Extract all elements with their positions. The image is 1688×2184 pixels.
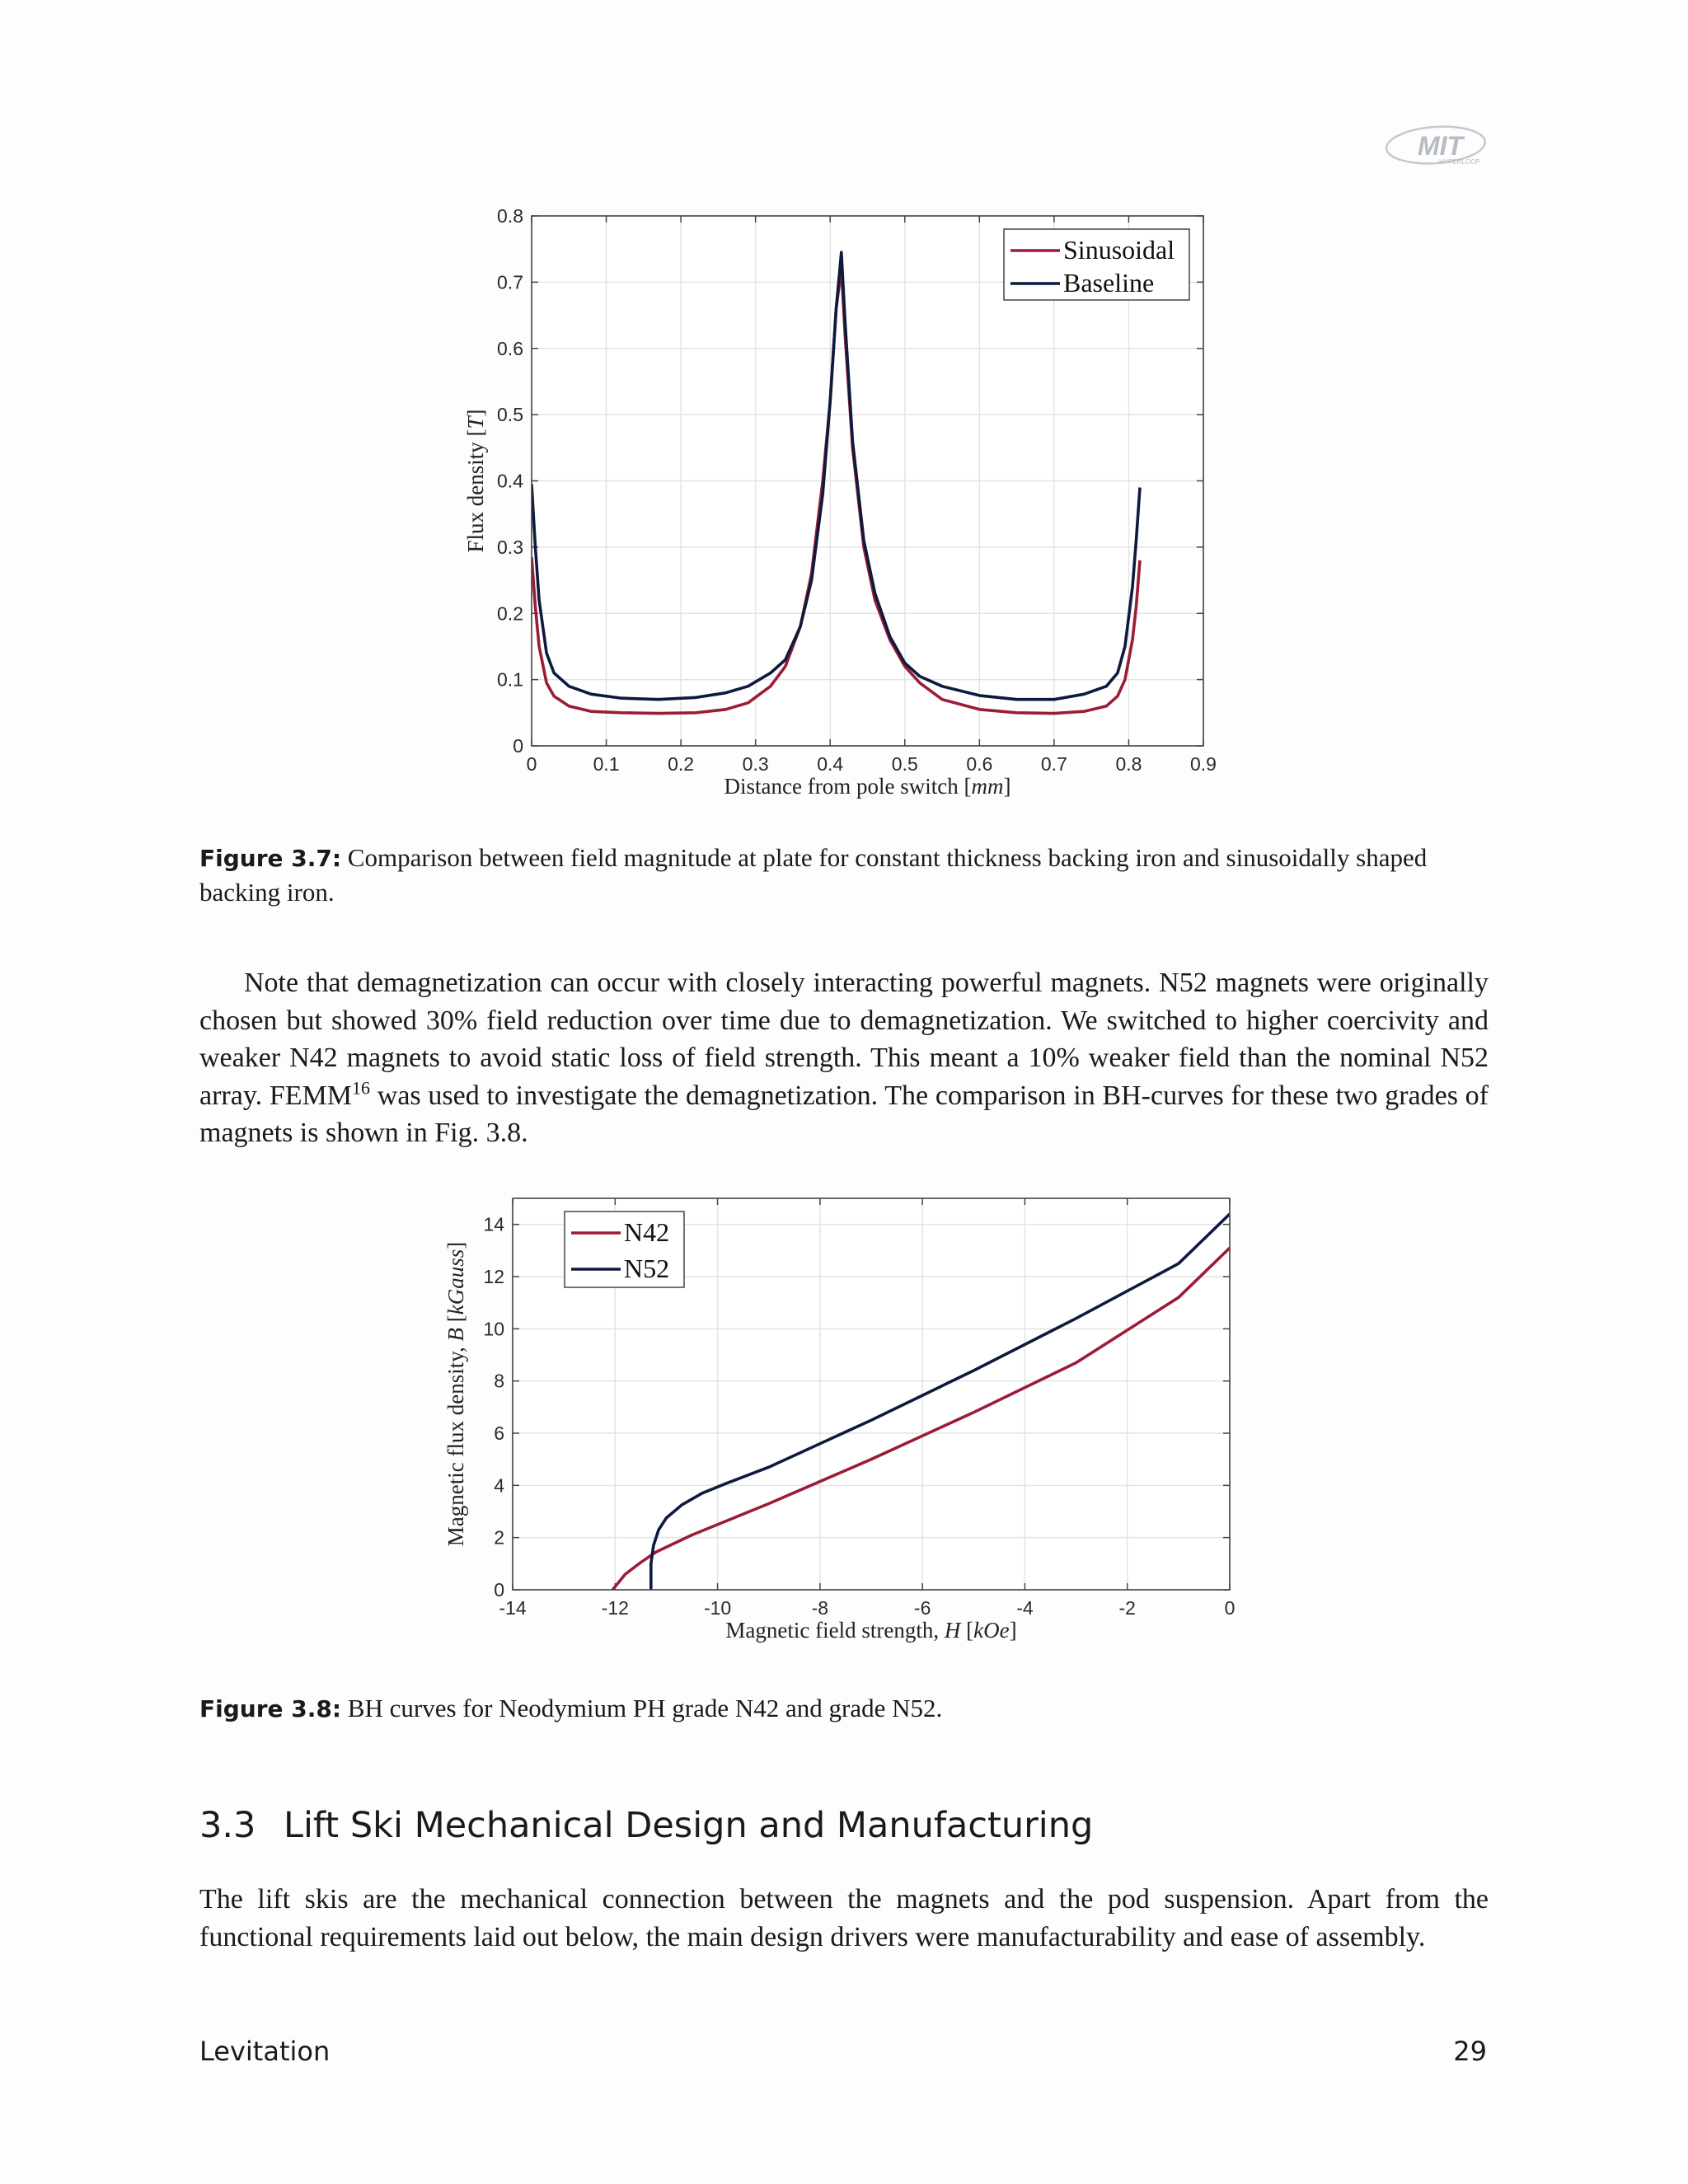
logo-subtext: HYPERLOOP (1439, 158, 1480, 166)
fig1-xtick-label: 0.5 (891, 753, 918, 775)
fig1-xtick-label: 0.4 (817, 753, 844, 775)
fig2-ytick-label: 2 (494, 1526, 504, 1549)
footnote-ref-16[interactable]: 16 (352, 1077, 371, 1099)
figure-3-8-label: Figure 3.8: (199, 1695, 342, 1722)
footer-chapter: Levitation (199, 2036, 331, 2067)
fig1-xtick-label: 0.3 (742, 753, 769, 775)
fig2-xtick-label: -2 (1118, 1597, 1136, 1619)
fig1-legend-label-sinusoidal: Sinusoidal (1063, 235, 1175, 265)
fig2-legend-label-n52: N52 (624, 1254, 670, 1283)
demagnetization-paragraph (199, 964, 1489, 1152)
footer-page-number: 29 (1453, 2036, 1487, 2067)
lift-ski-paragraph: The lift skis are the mechanical connection between the magnets and the pod suspension. Apart from the functional requirements laid out below, the main design drivers were manufacturability and ease of assembly. (199, 1884, 1489, 1952)
fig2-xtick-label: -8 (811, 1597, 829, 1619)
fig2-xtick-label: 0 (1224, 1597, 1236, 1619)
fig2-y-axis-label: Magnetic flux density, B [kGauss] (443, 1241, 468, 1547)
fig2-ytick-label: 0 (494, 1579, 504, 1601)
figure-3-8-caption-text: BH curves for Neodymium PH grade N42 and grade N52. (347, 1694, 943, 1722)
section-title: Lift Ski Mechanical Design and Manufacturing (284, 1805, 1094, 1846)
figure-3-7-chart (445, 198, 1236, 816)
fig2-xtick-label: -4 (1016, 1597, 1034, 1619)
fig1-ytick-label: 0.6 (497, 337, 523, 359)
fig2-ytick-label: 4 (494, 1474, 504, 1497)
figure-3-8-caption (199, 1691, 1489, 1726)
figure-3-8-chart (437, 1187, 1253, 1665)
fig2-ytick-label: 6 (494, 1422, 504, 1444)
fig1-y-axis-label: Flux density [T] (463, 409, 488, 553)
figure-3-7-label: Figure 3.7: (199, 845, 342, 872)
fig2-ytick-label: 10 (483, 1318, 504, 1340)
fig1-ytick-label: 0.8 (497, 205, 523, 227)
fig1-ytick-label: 0.3 (497, 536, 523, 558)
section-number: 3.3 (199, 1805, 256, 1846)
fig1-x-axis-label: Distance from pole switch [mm] (724, 774, 1011, 799)
fig1-legend-label-baseline: Baseline (1063, 268, 1155, 298)
fig2-legend-label-n42: N42 (624, 1217, 670, 1247)
fig1-xtick-label: 0.6 (966, 753, 993, 775)
fig2-ytick-label: 12 (483, 1266, 504, 1287)
fig2-xtick-label: -14 (499, 1597, 527, 1619)
fig1-xtick-label: 0.1 (593, 753, 620, 775)
fig2-xtick-label: -10 (703, 1597, 732, 1619)
paragraph-text-before: Note that demagnetization can occur with closely interacting powerful magnets. N52 magnets were originally chosen but showed 30% field reduction over time due to demagnetization. We switched to higher coercivity and weaker N42 magnets to avoid static loss of field strength. This meant a 10% weaker field than the nominal N52 array. FEMM (199, 968, 1489, 1111)
fig1-ytick-label: 0.1 (497, 668, 523, 691)
mit-hyperloop-logo (1385, 122, 1492, 171)
fig2-xtick-label: -12 (601, 1597, 629, 1619)
fig1-xtick-label: 0 (526, 753, 537, 775)
fig1-xtick-label: 0.7 (1040, 753, 1067, 775)
fig1-xtick-label: 0.8 (1115, 753, 1142, 775)
fig1-xtick-label: 0.2 (668, 753, 695, 775)
fig1-ytick-label: 0.7 (497, 271, 523, 293)
section-heading (199, 1805, 1093, 1846)
fig2-ytick-label: 8 (494, 1370, 504, 1392)
fig2-x-axis-label: Magnetic field strength, H [kOe] (725, 1618, 1017, 1643)
fig1-ytick-label: 0 (513, 735, 523, 757)
fig2-xtick-label: -6 (913, 1597, 931, 1619)
paragraph-text-after: was used to investigate the demagnetization. The comparison in BH-curves for these two grades of magnets is shown in Fig. 3.8. (199, 1080, 1489, 1148)
fig1-ytick-label: 0.4 (497, 470, 523, 492)
figure-3-7-caption (199, 841, 1489, 909)
figure-3-7-caption-text: Comparison between field magnitude at plate for constant thickness backing iron and sinusoidally shaped backing iron. (199, 843, 1428, 907)
fig2-ytick-label: 14 (483, 1213, 504, 1235)
logo-text: MIT (1418, 131, 1464, 161)
fig1-ytick-label: 0.2 (497, 602, 523, 625)
fig1-xtick-label: 0.9 (1190, 753, 1217, 775)
fig1-ytick-label: 0.5 (497, 404, 523, 426)
